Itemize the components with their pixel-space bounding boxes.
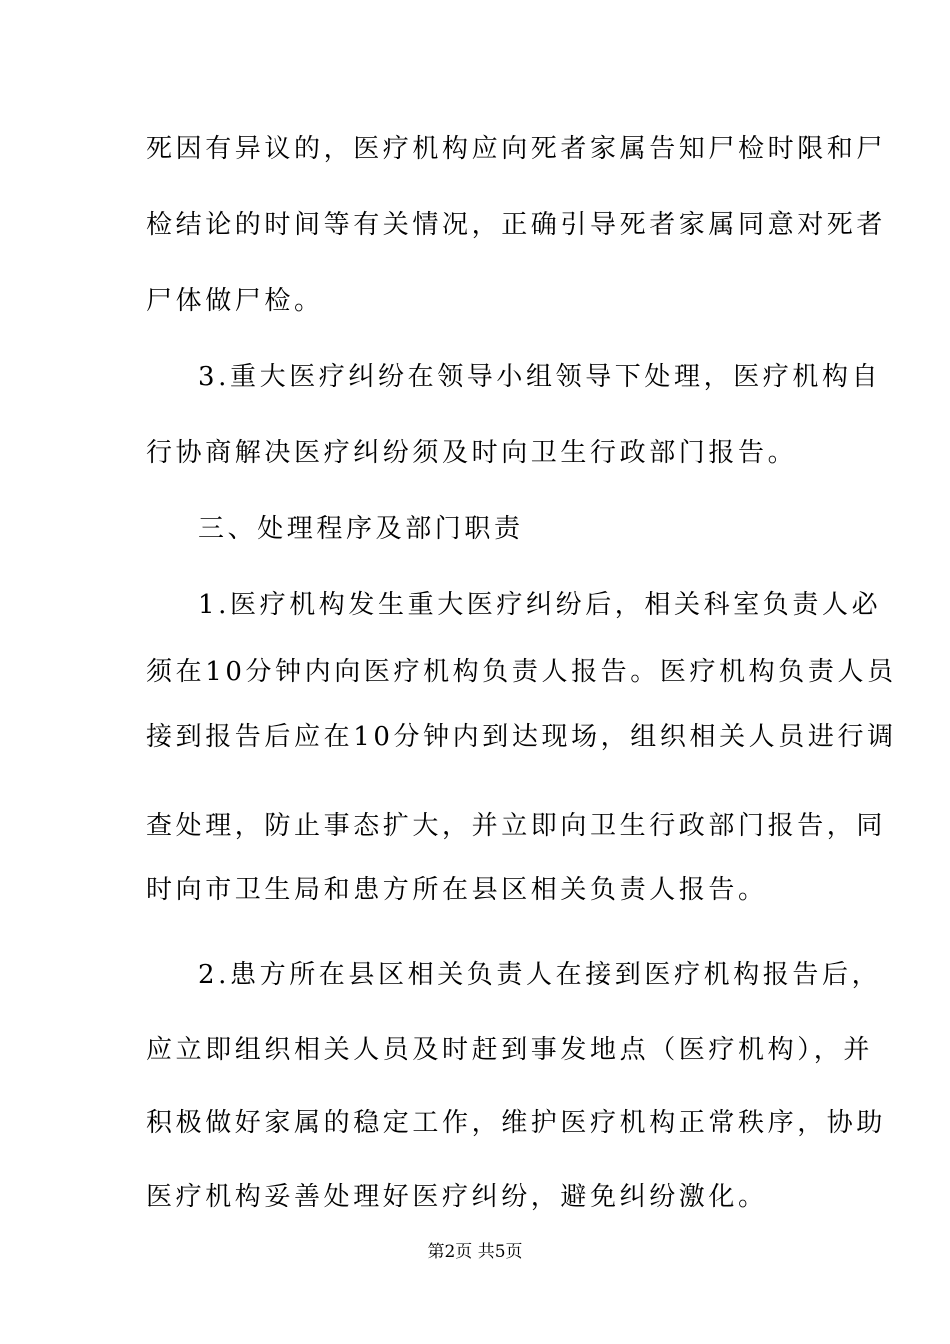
text-line-11: 时向市卫生局和患方所在县区相关负责人报告。 [146, 875, 768, 905]
text-line-13: 应立即组织相关人员及时赶到事发地点（医疗机构），并 [146, 1035, 874, 1065]
text-line-5: 行协商解决医疗纠纷须及时向卫生行政部门报告。 [146, 438, 798, 468]
text-line-9: 接到报告后应在10分钟内到达现场，组织相关人员进行调 [146, 722, 897, 752]
text-line-4: 3.重大医疗纠纷在领导小组领导下处理，医疗机构自 [198, 362, 882, 392]
text-line-7: 1.医疗机构发生重大医疗纠纷后，相关科室负责人必 [198, 590, 882, 620]
text-line-3: 尸体做尸检。 [146, 286, 324, 316]
page-footer: 第2页 共5页 [427, 1242, 523, 1262]
text-line-15: 医疗机构妥善处理好医疗纠纷，避免纠纷激化。 [146, 1182, 768, 1212]
text-line-2: 检结论的时间等有关情况，正确引导死者家属同意对死者 [146, 210, 887, 240]
text-line-8: 须在10分钟内向医疗机构负责人报告。医疗机构负责人员 [146, 657, 897, 687]
text-line-12: 2.患方所在县区相关负责人在接到医疗机构报告后， [198, 960, 882, 990]
text-line-14: 积极做好家属的稳定工作，维护医疗机构正常秩序，协助 [146, 1108, 887, 1138]
text-line-1: 死因有异议的，医疗机构应向死者家属告知尸检时限和尸 [146, 134, 887, 164]
section-heading: 三、处理程序及部门职责 [198, 514, 524, 544]
text-line-10: 查处理，防止事态扩大，并立即向卫生行政部门报告，同 [146, 811, 887, 841]
